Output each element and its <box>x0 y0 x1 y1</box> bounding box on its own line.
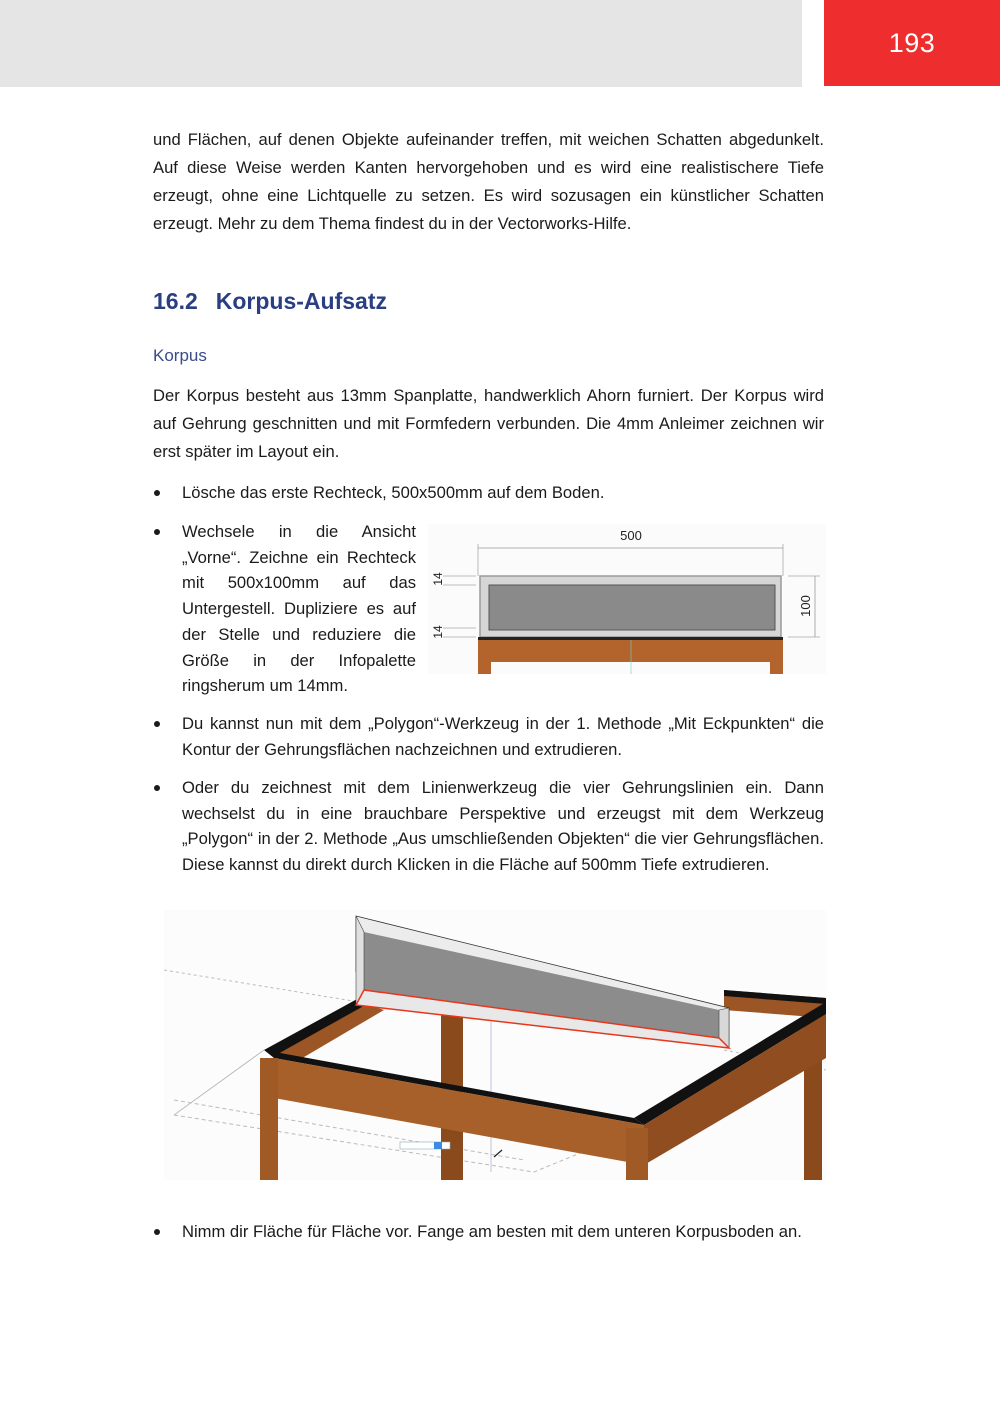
section-title: Korpus-Aufsatz <box>215 288 387 314</box>
bullet-icon <box>153 1219 182 1245</box>
bullet-item-5 <box>153 1219 824 1245</box>
perspective-view-figure <box>164 910 826 1180</box>
bullet-icon <box>153 519 182 699</box>
section-heading <box>153 288 387 315</box>
header-bar <box>0 0 802 87</box>
bullet-text: Du kannst nun mit dem „Polygon“-Werkzeug in der 1. Methode „Mit Eckpunkten“ die Kontur der Gehrungsflächen nachzeichnen und extrudieren. <box>182 714 824 759</box>
bullet-icon <box>153 480 182 506</box>
bullet-item-2 <box>153 519 416 699</box>
intro-paragraph: und Flächen, auf denen Objekte aufeinander treffen, mit weichen Schatten abgedunkelt. Auf diese Weise werden Kanten hervorgehoben und es wird eine realistischere Tiefe erzeugt, ohne eine Lichtquelle zu setzen. Es wird sozusagen ein künstlicher Schatten erzeugt. Mehr zu dem Thema findest du in der Vectorworks-Hilfe. <box>153 130 824 233</box>
bullet-text: Oder du zeichnest mit dem Linienwerkzeug die vier Gehrungslinien ein. Dann wechselst du in eine brauchbare Perspektive und erzeugst mit dem Werkzeug „Polygon“ in der 2. Methode „Aus umschließenden Objekten“ die vier Gehrungsflächen. Diese kannst du direkt durch Klicken in die Fläche auf 500mm Tiefe extrudieren. <box>182 778 824 875</box>
bullet-item-4 <box>153 775 824 878</box>
top-offset-label: 14 <box>431 572 445 586</box>
korpus-paragraph: Der Korpus besteht aus 13mm Spanplatte, handwerklich Ahorn furniert. Der Korpus wird auf Gehrung geschnitten und mit Formfedern verbunden. Die 4mm Anleimer zeichnen wir erst später im Layout ein. <box>153 386 824 461</box>
bullet-item-1 <box>153 480 824 506</box>
bottom-offset-label: 14 <box>431 625 445 639</box>
front-view-figure <box>428 524 826 674</box>
bullet-text: Wechsele in die Ansicht „Vorne“. Zeichne ein Rechteck mit 500x100mm auf das Untergestell. Dupliziere es auf der Stelle und reduziere die Größe in der Infopalette ringsherum um 14mm. <box>182 522 416 696</box>
height-dimension-label: 100 <box>798 595 813 617</box>
subheading-korpus: Korpus <box>153 346 207 365</box>
bullet-item-3 <box>153 711 824 762</box>
bullet-text: Lösche das erste Rechteck, 500x500mm auf dem Boden. <box>182 483 605 502</box>
page-number-box <box>824 0 1000 86</box>
page-number: 193 <box>888 27 936 58</box>
bullet-icon <box>153 775 182 878</box>
width-dimension-label: 500 <box>620 528 642 543</box>
section-number: 16.2 <box>153 288 198 314</box>
bullet-text: Nimm dir Fläche für Fläche vor. Fange am besten mit dem unteren Korpusboden an. <box>182 1222 802 1241</box>
bullet-icon <box>153 711 182 762</box>
floating-value-input <box>400 1142 450 1149</box>
